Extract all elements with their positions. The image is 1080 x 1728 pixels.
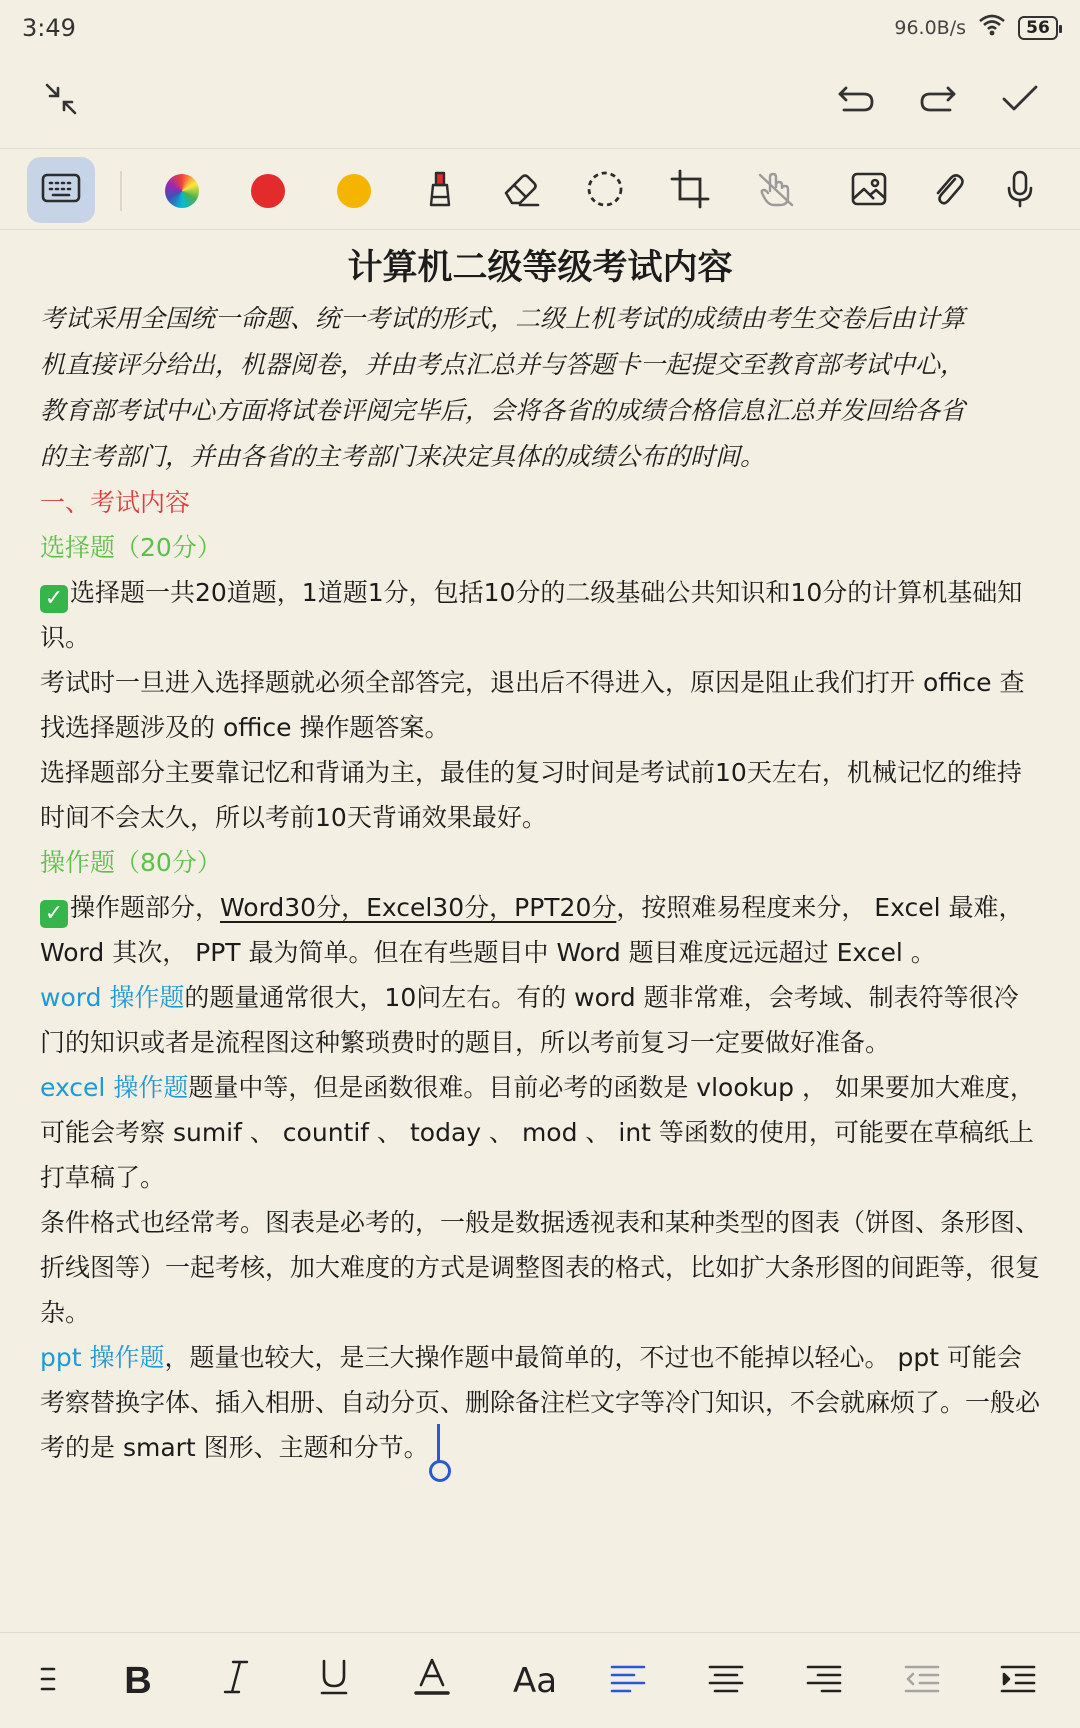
keyboard-icon [41, 172, 81, 208]
decrease-indent-button[interactable] [894, 1653, 950, 1709]
intro-line: 的主考部门，并由各省的主考部门来决定具体的成绩公布的时间。 [40, 442, 766, 471]
red-pen-color-button[interactable] [238, 161, 298, 221]
battery-indicator: 56 [1018, 16, 1058, 40]
text-cursor-handle[interactable] [429, 1432, 433, 1462]
keyboard-tool-button[interactable] [27, 157, 95, 223]
paperclip-icon [931, 169, 965, 213]
list-menu-button[interactable] [22, 1653, 78, 1709]
align-left-button[interactable] [600, 1653, 656, 1709]
microphone-icon [1005, 169, 1035, 213]
conditional-format-paragraph: 条件格式也经常考。图表是必考的，一般是数据透视表和某种类型的图表（饼图、条形图、折线图等）一起考核，加大难度的方式是调整图表的格式，比如扩大条形图的间距等，很复杂。 [40, 1208, 1041, 1327]
align-center-icon [708, 1659, 744, 1703]
redo-icon[interactable] [912, 74, 964, 124]
crop-icon [670, 169, 710, 213]
checkmark-icon: ✓ [40, 900, 68, 928]
tool-divider [120, 171, 122, 211]
collapse-icon[interactable] [36, 74, 86, 124]
underline-icon [319, 1658, 349, 1705]
op-text-b: ，按照难易程度来分， Excel 最难， Word 其次， PPT 最为简单。但在有些题目中 Word 题目难度远远超过 Excel 。 [40, 893, 1024, 967]
underline-button[interactable] [306, 1653, 362, 1709]
choice-paragraph-1 [40, 570, 1040, 660]
op-text-a: 操作题部分， [70, 893, 221, 922]
increase-indent-button[interactable] [990, 1653, 1046, 1709]
checkmark-icon: ✓ [40, 585, 68, 613]
word-text: 的题量通常很大，10问左右。有的 word 题非常难，会考域、制表符等很冷门的知识或者是流程图这种繁琐费时的题目，所以考前复习一定要做好准备。 [40, 983, 1019, 1057]
lasso-select-button[interactable] [575, 161, 635, 221]
cursor-line [437, 1424, 440, 1462]
outdent-icon [904, 1659, 940, 1703]
excel-paragraph [40, 1065, 1040, 1200]
op-score-underlined: Word30分，Excel30分，PPT20分 [220, 893, 617, 922]
align-right-icon [806, 1659, 842, 1703]
intro-paragraph[interactable] [40, 296, 1040, 480]
section-heading: 一、考试内容 [40, 488, 191, 517]
indent-icon [1000, 1659, 1036, 1703]
wifi-icon [978, 14, 1006, 42]
marker-icon [425, 169, 455, 213]
image-icon [850, 171, 888, 211]
bold-icon: B [124, 1659, 152, 1702]
excel-text: 题量中等，但是函数很难。目前必考的函数是 vlookup ， 如果要加大难度，可能会考察 sumif 、 countif 、 today 、 mod 、 int 等函数的使用，可能要在草稿纸上打草稿了。 [40, 1073, 1035, 1192]
net-speed: 96.0B/s [894, 17, 966, 39]
operation-heading: 操作题（80分） [40, 848, 222, 877]
yellow-pen-color-button[interactable] [324, 161, 384, 221]
document-title[interactable]: 计算机二级等级考试内容 [347, 248, 733, 288]
choice-paragraph-3: 选择题部分主要靠记忆和背诵为主，最佳的复习时间是考试前10天左右，机械记忆的维持时间不会太久，所以考前10天背诵效果最好。 [40, 758, 1022, 832]
check-icon[interactable] [994, 74, 1046, 124]
align-right-button[interactable] [796, 1653, 852, 1709]
text-color-button[interactable] [404, 1653, 460, 1709]
align-left-icon [610, 1659, 646, 1703]
operation-paragraph-1 [40, 885, 1040, 975]
font-size-button[interactable] [502, 1653, 568, 1709]
ppt-link[interactable]: ppt 操作题 [40, 1343, 165, 1372]
finger-draw-toggle[interactable] [746, 161, 806, 221]
color-wheel-icon [165, 174, 199, 208]
note-content[interactable] [40, 240, 1040, 1470]
insert-image-button[interactable] [839, 161, 899, 221]
list-icon [38, 1659, 62, 1703]
voice-record-button[interactable] [990, 161, 1050, 221]
status-right [894, 14, 1058, 42]
align-center-button[interactable] [698, 1653, 754, 1709]
red-color-icon [251, 174, 285, 208]
choice-heading: 选择题（20分） [40, 533, 222, 562]
format-toolbar [0, 1632, 1080, 1728]
eraser-tool-button[interactable] [490, 161, 550, 221]
drawing-tool-row [0, 148, 1080, 230]
ppt-paragraph [40, 1335, 1040, 1470]
status-bar [0, 0, 1080, 56]
intro-line: 机直接评分给出，机器阅卷，并由考点汇总并与答题卡一起提交至教育部考试中心， [40, 350, 966, 379]
cursor-handle-circle[interactable] [429, 1460, 451, 1482]
bold-button[interactable] [110, 1653, 166, 1709]
word-link[interactable]: word 操作题 [40, 983, 185, 1012]
top-toolbar [0, 60, 1080, 142]
excel-link[interactable]: excel 操作题 [40, 1073, 189, 1102]
crop-tool-button[interactable] [660, 161, 720, 221]
italic-icon [223, 1659, 249, 1704]
font-size-label: Aa [512, 1661, 558, 1701]
eraser-icon [500, 171, 540, 211]
attach-file-button[interactable] [918, 161, 978, 221]
undo-icon[interactable] [830, 74, 882, 124]
text-color-icon [414, 1657, 450, 1706]
word-paragraph [40, 975, 1040, 1065]
yellow-color-icon [337, 174, 371, 208]
hand-off-icon [756, 169, 796, 213]
status-time: 3:49 [22, 14, 76, 42]
choice-text-1: 选择题一共20道题，1道题1分，包括10分的二级基础公共知识和10分的计算机基础知识。 [40, 578, 1023, 652]
italic-button[interactable] [208, 1653, 264, 1709]
color-wheel-button[interactable] [152, 161, 212, 221]
choice-paragraph-2: 考试时一旦进入选择题就必须全部答完，退出后不得进入，原因是阻止我们打开 office 查找选择题涉及的 office 操作题答案。 [40, 668, 1025, 742]
intro-line: 教育部考试中心方面将试卷评阅完毕后，会将各省的成绩合格信息汇总并发回给各省 [40, 396, 966, 425]
lasso-icon [585, 169, 625, 213]
ppt-text: ，题量也较大，是三大操作题中最简单的，不过也不能掉以轻心。 ppt 可能会考察替换字体、插入相册、自动分页、删除备注栏文字等冷门知识，不会就麻烦了。一般必考的是 smart 图形、主题和分节。 [40, 1343, 1041, 1462]
marker-tool-button[interactable] [410, 161, 470, 221]
intro-line: 考试采用全国统一命题、统一考试的形式，二级上机考试的成绩由考生交卷后由计算 [40, 304, 966, 333]
